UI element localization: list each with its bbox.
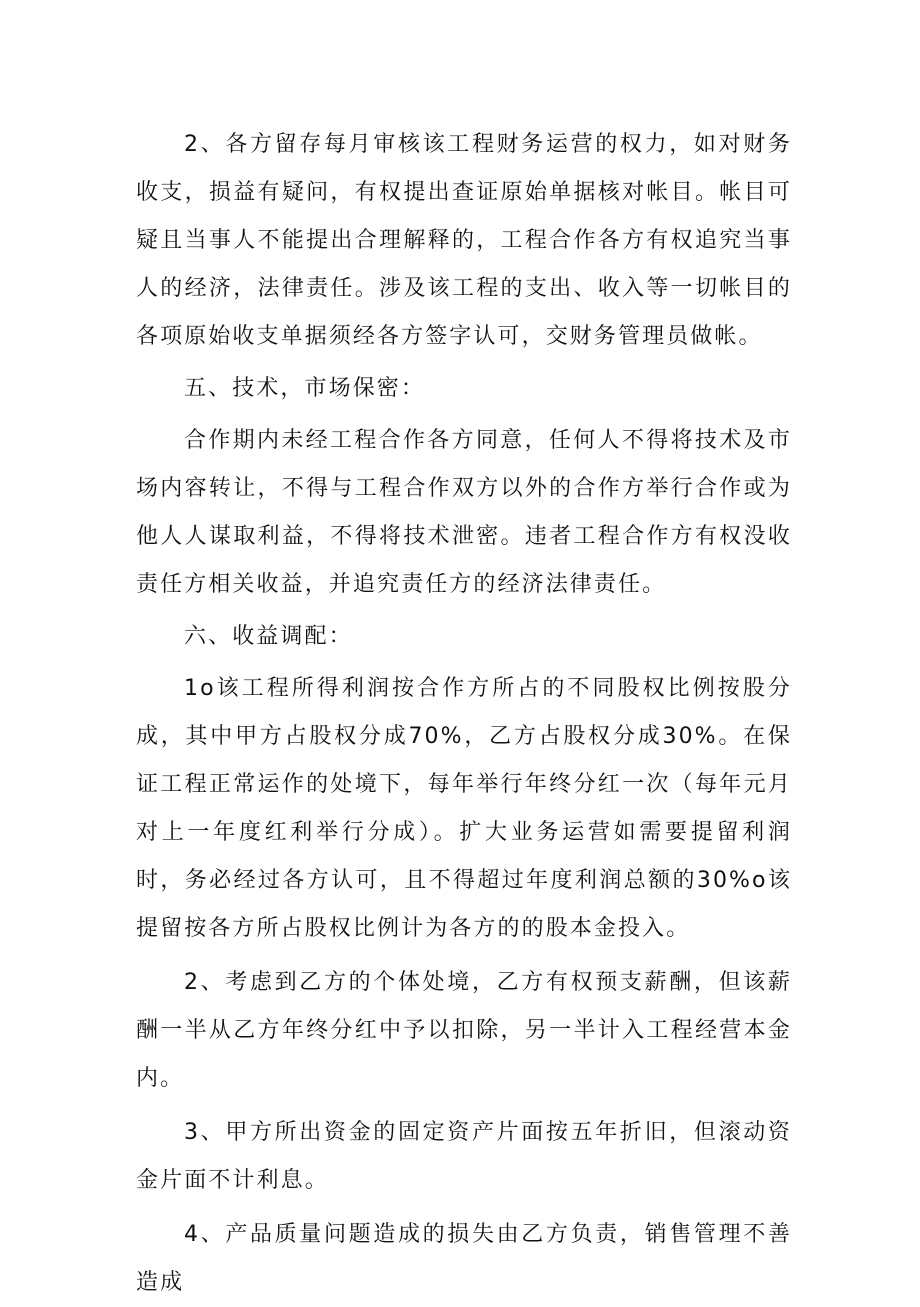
paragraph-audit-rights: 2、各方留存每月审核该工程财务运营的权力，如对财务收支，损益有疑问，有权提出查证原始单据核对帐目。帐目可疑且当事人不能提出合理解释的，工程合作各方有权追究当事人的经济，法律责任。涉及该工程的支出、收入等一切帐目的各项原始收支单据须经各方签字认可，交财务管理员做帐。 <box>136 132 792 349</box>
section-heading-confidentiality: 五、技术，市场保密： <box>184 376 426 401</box>
paragraph-income-item-3: 3、甲方所出资金的固定资产片面按五年折旧，但滚动资金片面不计利息。 <box>136 1120 792 1193</box>
section-heading-income-distribution: 六、收益调配： <box>184 624 353 649</box>
paragraph-income-item-1: 1o该工程所得利润按合作方所占的不同股权比例按股分成，其中甲方占股权分成70%，乙方占股权分成30%。在保证工程正常运作的处境下，每年举行年终分红一次（每年元月对上一年度红利举行分成）。扩大业务运营如需要提留利润时，务必经过各方认可，且不得超过年度利润总额的30%o该提留按各方所占股权比例计为各方的的股本金投入。 <box>136 676 792 941</box>
paragraph-income-item-2: 2、考虑到乙方的个体处境，乙方有权预支薪酬，但该薪酬一半从乙方年终分红中予以扣除，另一半计入工程经营本金内。 <box>136 970 792 1091</box>
document-body <box>136 121 792 1307</box>
paragraph-confidentiality: 合作期内未经工程合作各方同意，任何人不得将技术及市场内容转让，不得与工程合作双方以外的合作方举行合作或为他人人谋取利益，不得将技术泄密。违者工程合作方有权没收责任方相关收益，并追究责任方的经济法律责任。 <box>136 428 792 597</box>
paragraph-income-item-4: 4、产品质量问题造成的损失由乙方负责，销售管理不善造成 <box>136 1222 792 1295</box>
